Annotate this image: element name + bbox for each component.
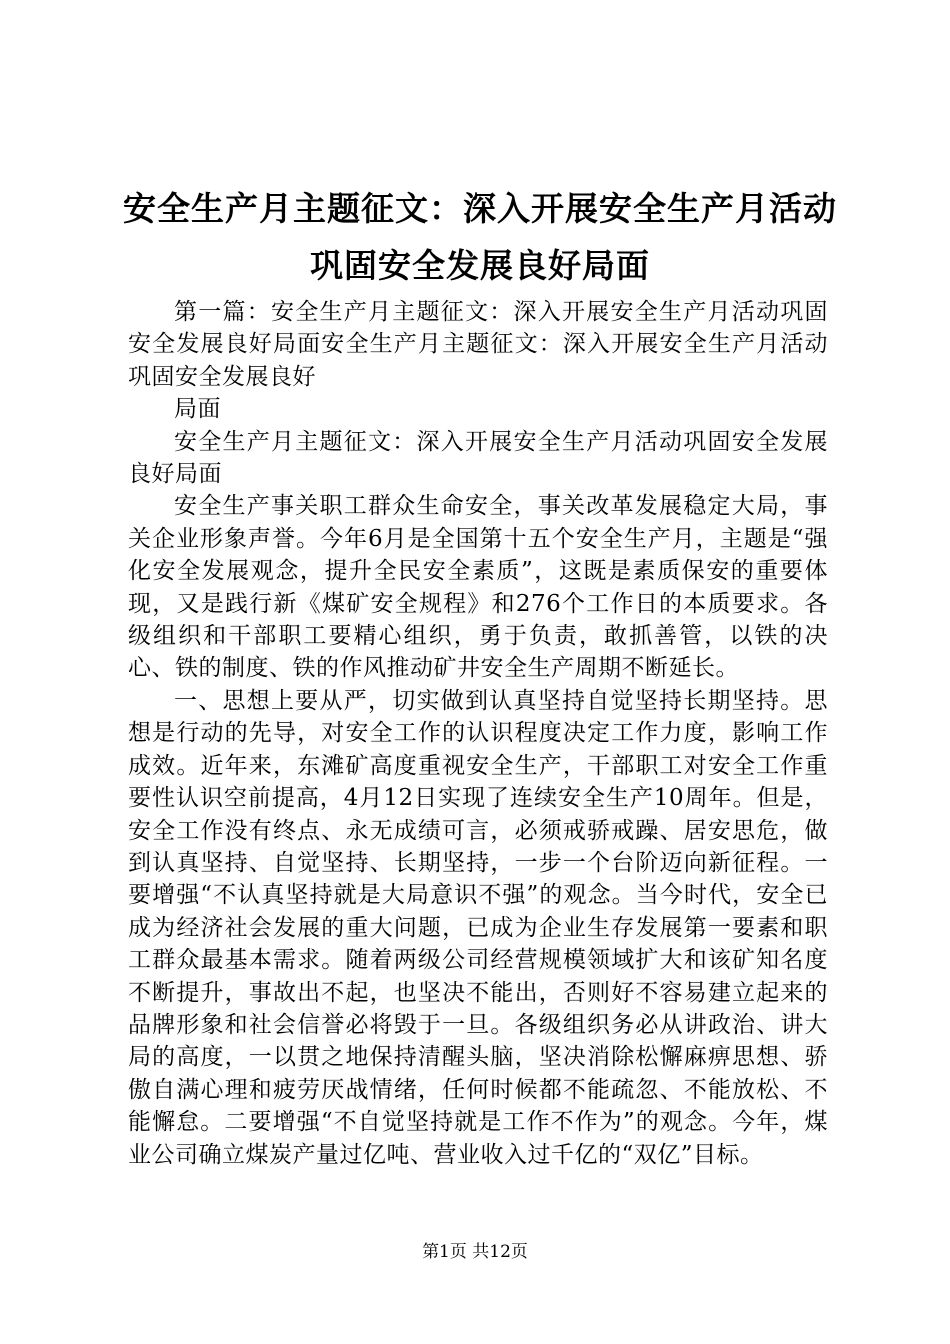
paragraph: 第一篇：安全生产月主题征文：深入开展安全生产月活动巩固安全发展良好局面安全生产月主题征文：深入开展安全生产月活动巩固安全发展良好 — [128, 299, 828, 390]
document-body — [128, 296, 828, 1171]
paragraph: 安全生产事关职工群众生命安全，事关改革发展稳定大局，事关企业形象声誉。今年6月是全国第十五个安全生产月，主题是“强化安全发展观念，提升全民安全素质”，这既是素质保安的重要体现，又是践行新《煤矿安全规程》和276个工作日的本质要求。各级组织和干部职工要精心组织，勇于负责，敢抓善管，以铁的决心、铁的制度、铁的作风推动矿井安全生产周期不断延长。 — [128, 493, 828, 682]
page-number-footer: 第1页 共12页 — [422, 1242, 528, 1262]
paragraph: 局面 — [174, 396, 221, 423]
document-title: 安全生产月主题征文：深入开展安全生产月活动巩固安全发展良好局面 — [123, 189, 837, 285]
paragraph: 安全生产月主题征文：深入开展安全生产月活动巩固安全发展良好局面 — [128, 428, 828, 488]
paragraph: 一、思想上要从严，切实做到认真坚持自觉坚持长期坚持。思想是行动的先导，对安全工作的认识程度决定工作力度，影响工作成效。近年来，东滩矿高度重视安全生产，干部职工对安全工作重要性认识空前提高，4月12日实现了连续安全生产10周年。但是，安全工作没有终点、永无成绩可言，必须戒骄戒躁、居安思危，做到认真坚持、自觉坚持、长期坚持，一步一个台阶迈向新征程。一要增强“不认真坚持就是大局意识不强”的观念。当今时代，安全已成为经济社会发展的重大问题，已成为企业生存发展第一要素和职工群众最基本需求。随着两级公司经营规模领域扩大和该矿知名度不断提升，事故出不起，也坚决不能出，否则好不容易建立起来的品牌形象和社会信誉必将毁于一旦。各级组织务必从讲政治、讲大局的高度，一以贯之地保持清醒头脑，坚决消除松懈麻痹思想、骄傲自满心理和疲劳厌战情绪，任何时候都不能疏忽、不能放松、不能懈怠。二要增强“不自觉坚持就是工作不作为”的观念。今年，煤业公司确立煤炭产量过亿吨、营业收入过千亿的“双亿”目标。 — [128, 687, 828, 1168]
